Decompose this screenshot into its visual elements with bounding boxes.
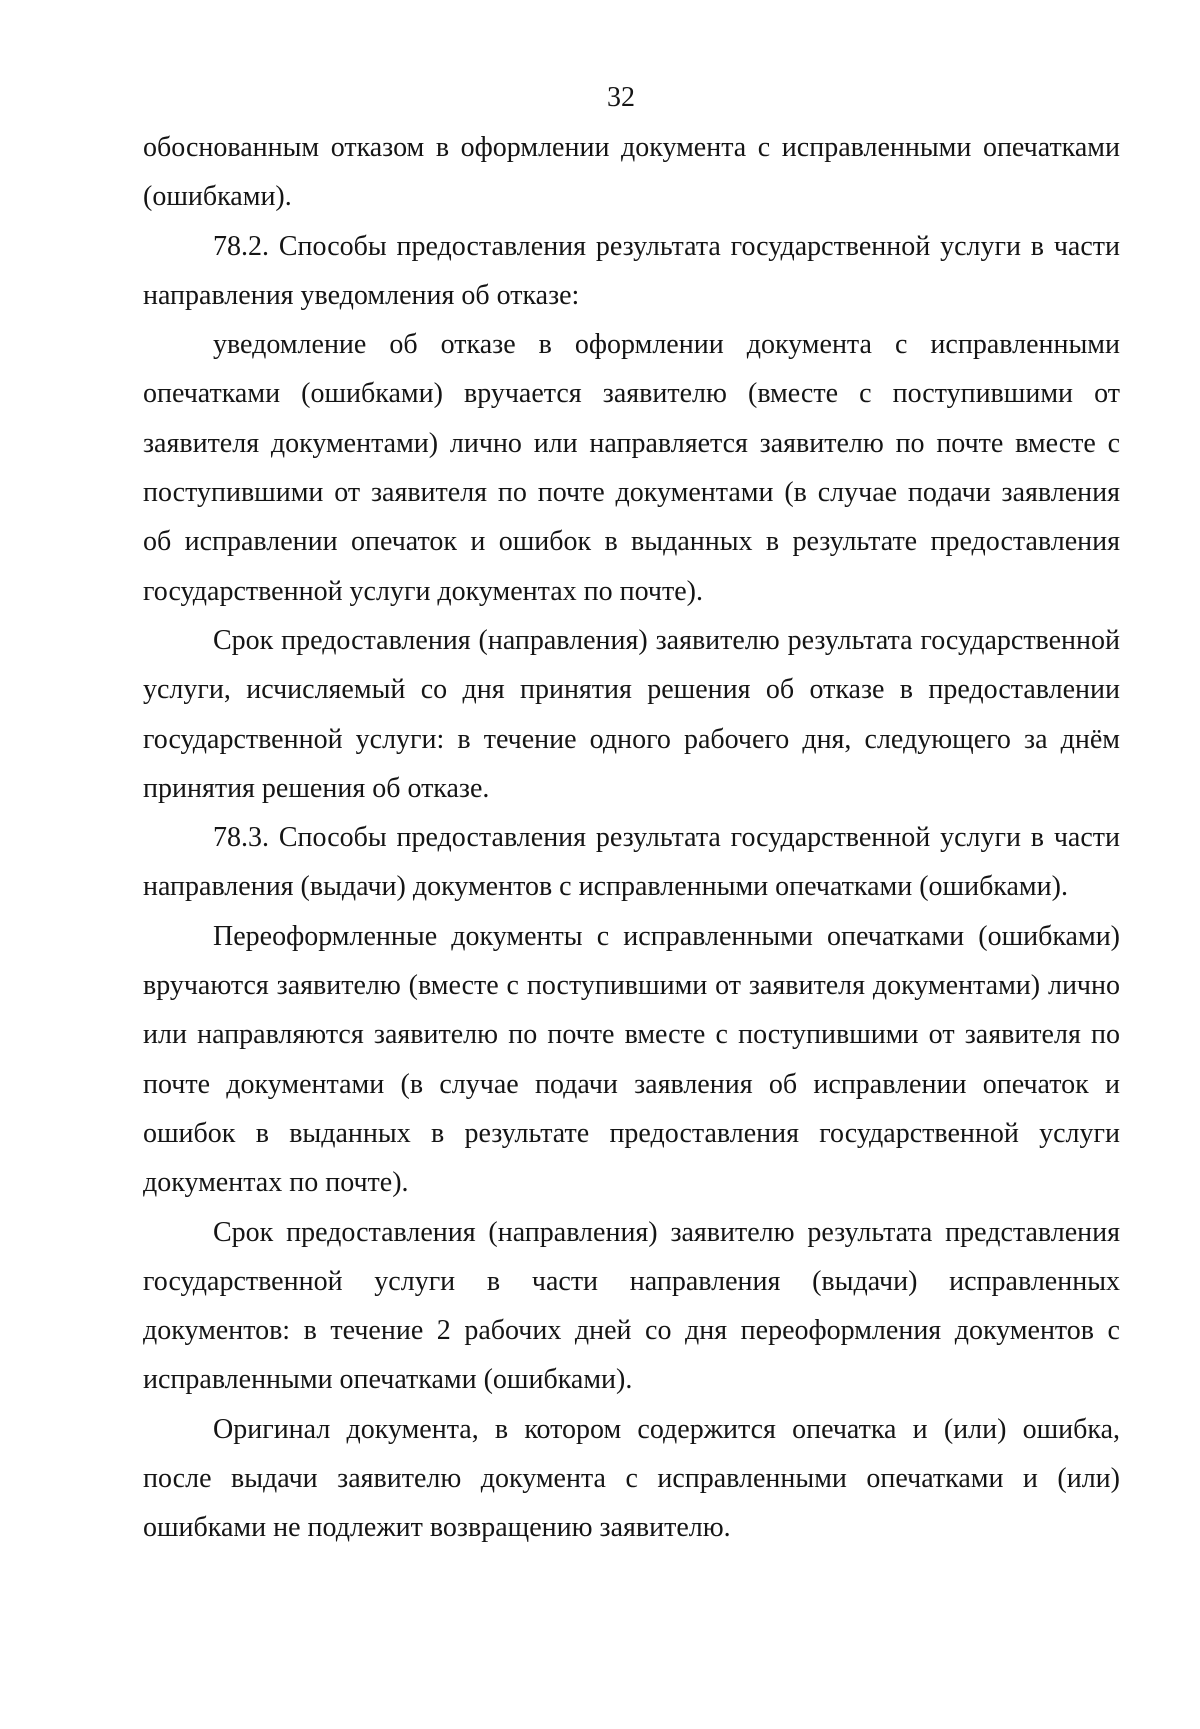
paragraph-continuation: обоснованным отказом в оформлении документа с исправленными опечатками (ошибками). — [143, 132, 1120, 213]
page-number: 32 — [607, 82, 635, 113]
paragraph-78-3: 78.3. Способы предоставления результата государственной услуги в части направления (выдачи) документов с исправленными опечатками (ошибками). — [143, 822, 1120, 903]
paragraph-refusal-deadline: Срок предоставления (направления) заявителю результата государственной услуги, исчисляемый со дня принятия решения об отказе в предоставлении государственной услуги: в течение одного рабочего дня, следующего за днём принятия решения об отказе. — [143, 624, 1120, 804]
paragraph-original-document: Оригинал документа, в котором содержится опечатка и (или) ошибка, после выдачи заявителю документа с исправленными опечатками и (или) ошибками не подлежит возвращению заявителю. — [143, 1413, 1120, 1544]
paragraph-reissued-documents: Переоформленные документы с исправленными опечатками (ошибками) вручаются заявителю (вместе с поступившими от заявителя документами) лично или направляются заявителю по почте вместе с поступившими от заявителя по почте документами (в случае подачи заявления об исправлении опечаток и ошибок в выданных в результате предоставления государственной услуги документах по почте). — [143, 920, 1120, 1199]
paragraph-refusal-notice: уведомление об отказе в оформлении документа с исправленными опечатками (ошибками) вручается заявителю (вместе с поступившими от заявителя документами) лично или направляется заявителю по почте вместе с поступившими от заявителя по почте документами (в случае подачи заявления об исправлении опечаток и ошибок в выданных в результате предоставления государственной услуги документах по почте). — [143, 329, 1120, 607]
document-body — [143, 123, 1120, 1553]
paragraph-78-2: 78.2. Способы предоставления результата государственной услуги в части направления уведомления об отказе: — [143, 230, 1120, 311]
paragraph-reissue-deadline: Срок предоставления (направления) заявителю результата представления государственной услуги в части направления (выдачи) исправленных документов: в течение 2 рабочих дней со дня переоформления документов с исправленными опечатками (ошибками). — [143, 1216, 1120, 1396]
